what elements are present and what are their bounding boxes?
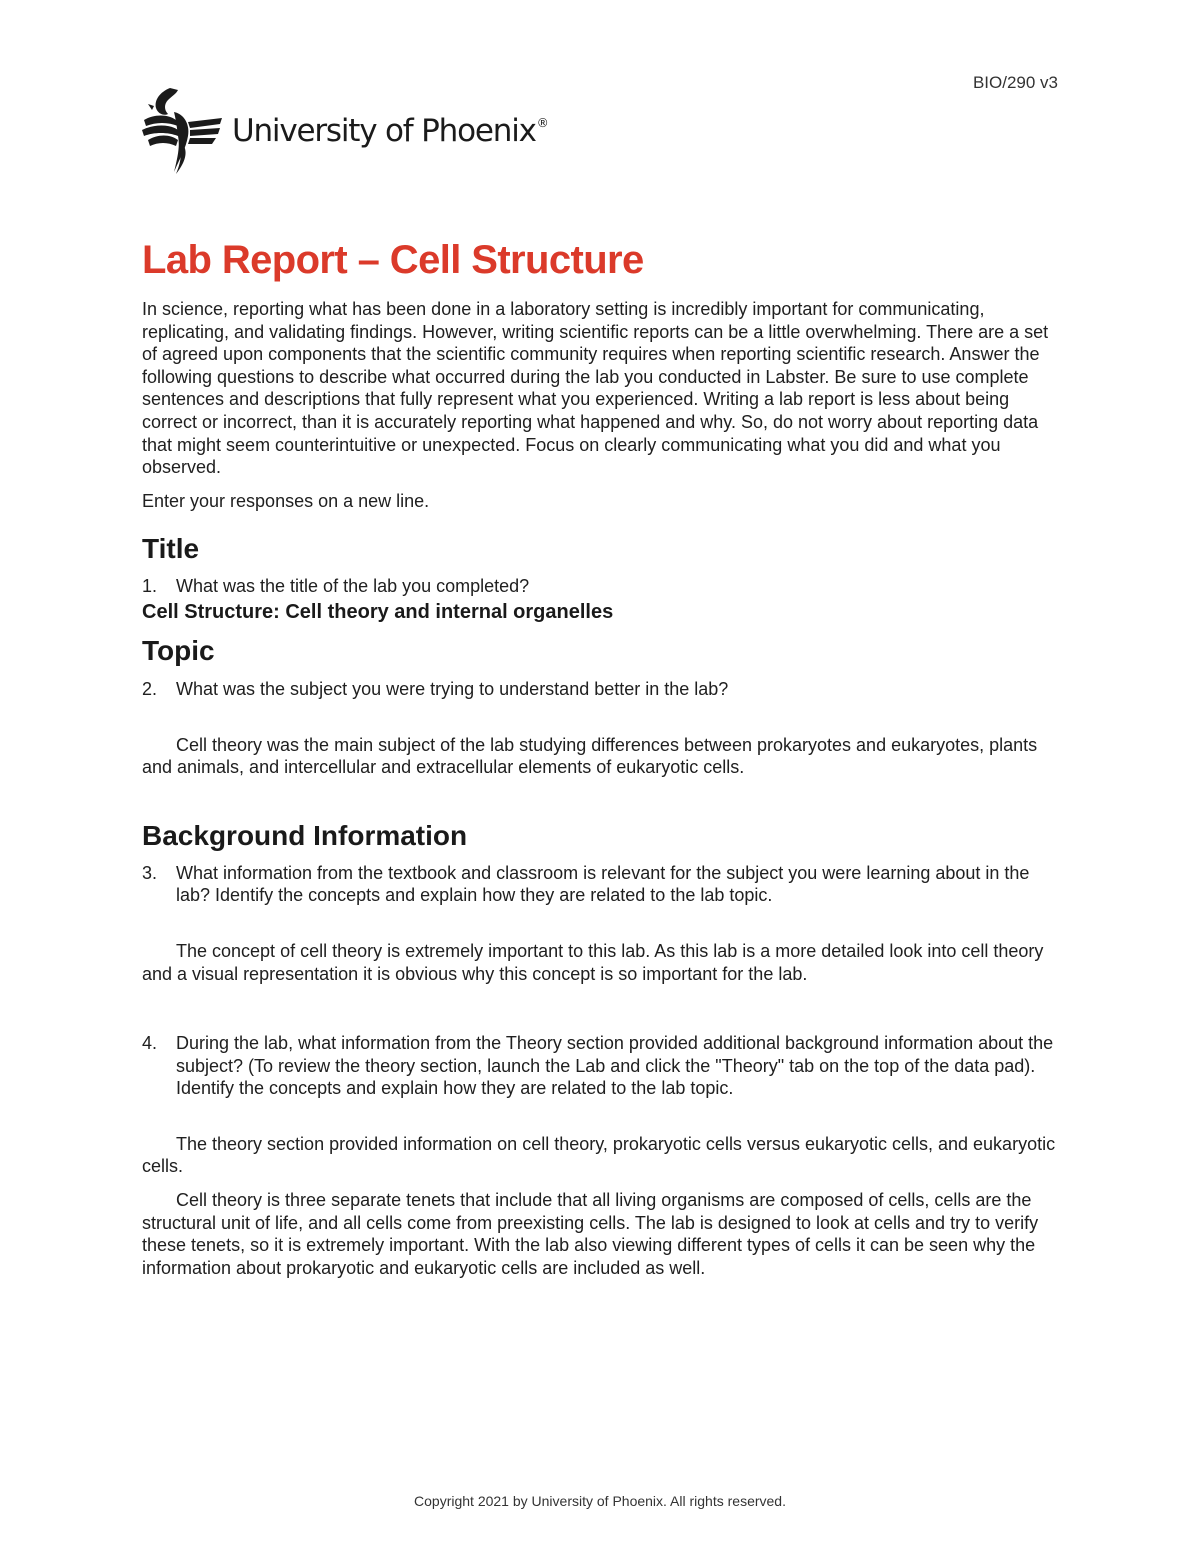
- copyright-footer: Copyright 2021 by University of Phoenix. All rights reserved.: [414, 1493, 786, 1509]
- document-body: [142, 236, 1062, 1279]
- logo-wordmark: University of Phoenix®: [232, 113, 548, 149]
- course-code: BIO/290 v3: [972, 73, 1058, 92]
- section-heading-title: Title: [142, 533, 200, 565]
- intro-paragraph: In science, reporting what has been done in a laboratory setting is incredibly important for communicating, replicating, and validating findings. However, writing scientific reports can be a little overwhelming. There are a set of agreed upon components that the scientific community requires when reporting scientific research. Answer the following questions to describe what occurred during the lab you conducted in Labster. Be sure to use complete sentences and descriptions that fully represent what you experienced. Writing a lab report is less about being correct or incorrect, than it is accurately reporting what happened and why. So, do not worry about reporting data that might seem counterintuitive or unexpected. Focus on clearly communicating what you did and what you observed.: [142, 299, 1049, 478]
- question-number: 4.: [142, 1033, 158, 1054]
- question-1: [142, 575, 1062, 598]
- answer-1: Cell Structure: Cell theory and internal organelles: [142, 600, 614, 623]
- phoenix-bird-icon: [140, 84, 224, 176]
- question-2: [142, 678, 1062, 701]
- university-logo: [140, 84, 548, 176]
- question-3: [142, 862, 1062, 907]
- question-number: 1.: [142, 576, 158, 597]
- section-heading-topic: Topic: [142, 634, 215, 666]
- section-heading-background: Background Information: [142, 819, 468, 851]
- answer-3: The concept of cell theory is extremely important to this lab. As this lab is a more detailed look into cell theory and a visual representation it is obvious why this concept is so important for the lab.: [142, 940, 1044, 984]
- answer-2: Cell theory was the main subject of the lab studying differences between prokaryotes and eukaryotes, plants and animals, and intercellular and extracellular elements of eukaryotic cells.: [142, 734, 1038, 778]
- question-text: What was the subject you were trying to understand better in the lab?: [176, 678, 729, 699]
- question-text: What information from the textbook and classroom is relevant for the subject you were learning about in the lab? Identify the concepts and explain how they are related to the lab topic.: [176, 862, 1030, 906]
- question-4: [142, 1032, 1062, 1100]
- question-number: 3.: [142, 862, 158, 883]
- instruction-text: Enter your responses on a new line.: [142, 490, 430, 511]
- question-text: What was the title of the lab you completed?: [176, 576, 530, 597]
- question-text: During the lab, what information from the Theory section provided additional background information about the subject? (To review the theory section, launch the Lab and click the "Theory" tab on the top of the data pad). Identify the concepts and explain how they are related to the lab topic.: [176, 1033, 1054, 1099]
- question-number: 2.: [142, 678, 158, 699]
- page-title: Lab Report – Cell Structure: [142, 238, 644, 282]
- answer-4a: The theory section provided information on cell theory, prokaryotic cells versus eukaryotic cells, and eukaryotic cells.: [142, 1133, 1056, 1177]
- answer-4b: Cell theory is three separate tenets that include that all living organisms are composed of cells, cells are the structural unit of life, and all cells come from preexisting cells. The lab is designed to look at cells and try to verify these tenets, so it is extremely important. With the lab also viewing different types of cells it can be seen why the information about prokaryotic and eukaryotic cells are included as well.: [142, 1190, 1039, 1278]
